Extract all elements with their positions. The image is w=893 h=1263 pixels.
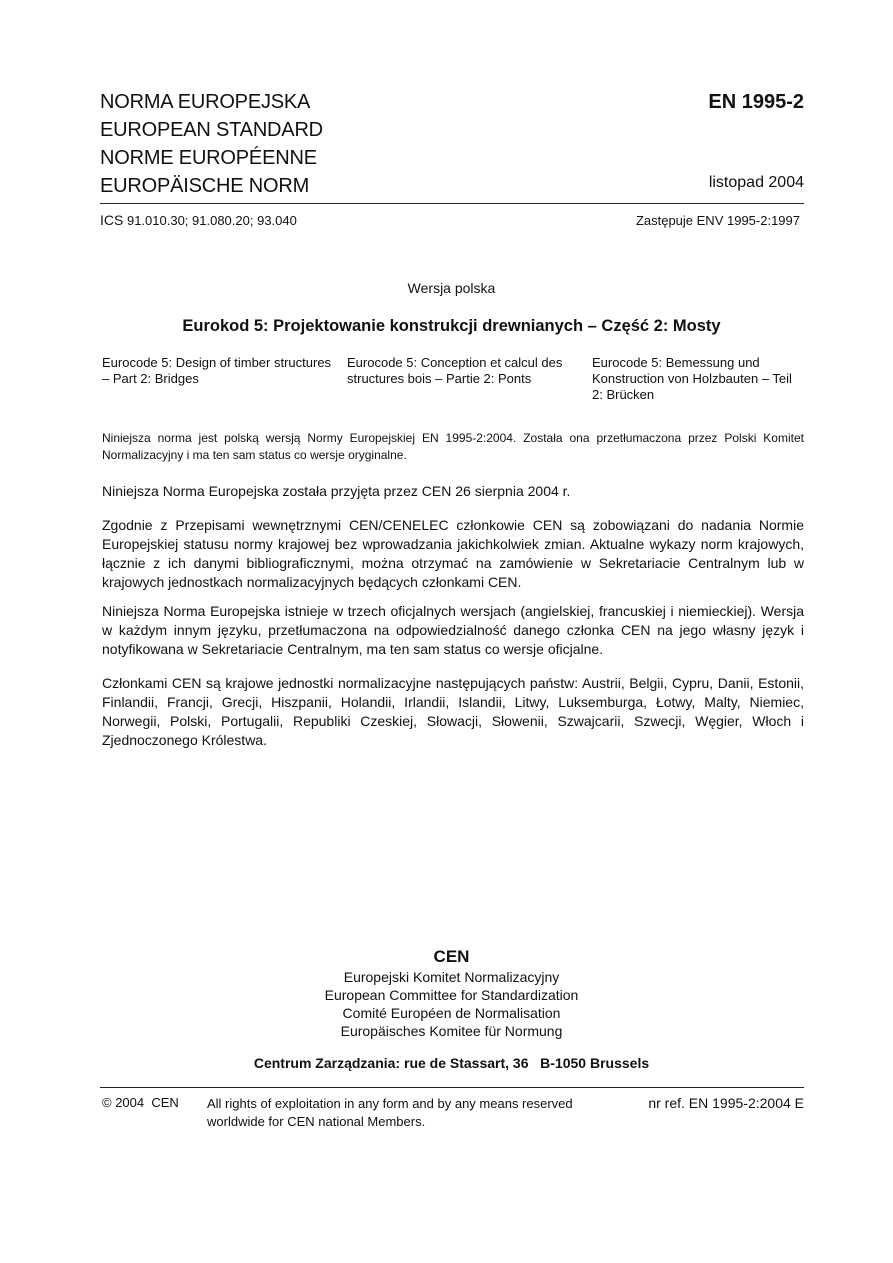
cen-name-polish: Europejski Komitet Normalizacyjny <box>343 969 560 985</box>
title-english: EUROPEAN STANDARD <box>100 119 323 141</box>
standard-code: EN 1995-2 <box>708 91 804 113</box>
cen-block <box>0 946 893 1040</box>
translation-german: Eurocode 5: Bemessung und Konstruction von Holzbauten – Teil 2: Brücken <box>592 355 792 402</box>
title-french: NORME EUROPÉENNE <box>100 147 317 169</box>
header-divider <box>100 203 804 204</box>
rights-notice: All rights of exploitation in any form and by any means reserved worldwide for CEN national Members. <box>207 1096 573 1129</box>
standard-titles <box>100 88 323 200</box>
ics-codes: 91.010.30; 91.080.20; 93.040 <box>126 213 297 228</box>
paragraph-versions: Niniejsza Norma Europejska istnieje w trzech oficjalnych wersjach (angielskiej, francuskiej i niemieckiej). Wersja w każdym innym języku, przetłumaczona na odpowiedzialność danego członka CEN na jego własny język i notyfikowana w Sekretariacie Centralnym, ma ten sam status co wersje oficjalne. <box>102 603 804 657</box>
reference-number: nr ref. EN 1995-2:2004 E <box>648 1095 804 1111</box>
ics-line <box>100 212 297 228</box>
replaces-note: Zastępuje ENV 1995-2:1997 <box>635 213 800 228</box>
paragraph-adoption: Niniejsza Norma Europejska została przyjęta przez CEN 26 sierpnia 2004 r. <box>102 483 571 499</box>
cen-title: CEN <box>433 947 470 966</box>
cen-name-french: Comité Européen de Normalisation <box>342 1005 561 1021</box>
translation-english: Eurocode 5: Design of timber structures – Part 2: Bridges <box>102 355 332 386</box>
translation-french: Eurocode 5: Conception et calcul des structures bois – Partie 2: Ponts <box>347 355 563 386</box>
cen-name-german: Europäisches Komitee für Normung <box>340 1023 563 1039</box>
ics-label: ICS <box>100 212 124 228</box>
paragraph-members: Członkami CEN są krajowe jednostki normalizacyjne następujących państw: Austrii, Belgii, Cypru, Danii, Estonii, Finlandii, Francji, Grecji, Hiszpanii, Holandii, Irlandii, Islandii, Litwy, Luksemburga, Łotwy, Malty, Niemiec, Norwegii, Polski, Portugalii, Republiki Czeskiej, Słowacji, Słowenii, Szwajcarii, Szwecji, Węgier, Włoch i Zjednoczonego Królestwa. <box>102 675 804 748</box>
cen-address: Centrum Zarządzania: rue de Stassart, 36 B-1050 Brussels <box>253 1055 650 1071</box>
cen-name-english: European Committee for Standardization <box>324 987 579 1003</box>
intro-note: Niniejsza norma jest polską wersją Normy Europejskiej EN 1995-2:2004. Została ona przetłumaczona przez Polski Komitet Normalizacyjny i ma ten sam status co wersje oryginalne. <box>102 431 804 462</box>
paragraph-regulations: Zgodnie z Przepisami wewnętrznymi CEN/CENELEC członkowie CEN są zobowiązani do nadania Normie Europejskiej statusu normy krajowej bez wprowadzania jakichkolwiek zmian. Aktualne wykazy norm krajowych, łącznie z ich danymi bibliograficznymi, można otrzymać na zamówienie w Sekretariacie Centralnym lub w krajowych jednostkach normalizacyjnych będących członkami CEN. <box>102 517 804 590</box>
version-label: Wersja polska <box>407 280 496 296</box>
copyright: © 2004 CEN <box>102 1095 179 1110</box>
footer-divider <box>100 1087 804 1088</box>
title-polish: NORMA EUROPEJSKA <box>100 91 311 113</box>
main-title: Eurokod 5: Projektowanie konstrukcji drewnianych – Część 2: Mosty <box>182 317 721 335</box>
publication-date: listopad 2004 <box>708 174 804 191</box>
title-german: EUROPÄISCHE NORM <box>100 175 310 197</box>
